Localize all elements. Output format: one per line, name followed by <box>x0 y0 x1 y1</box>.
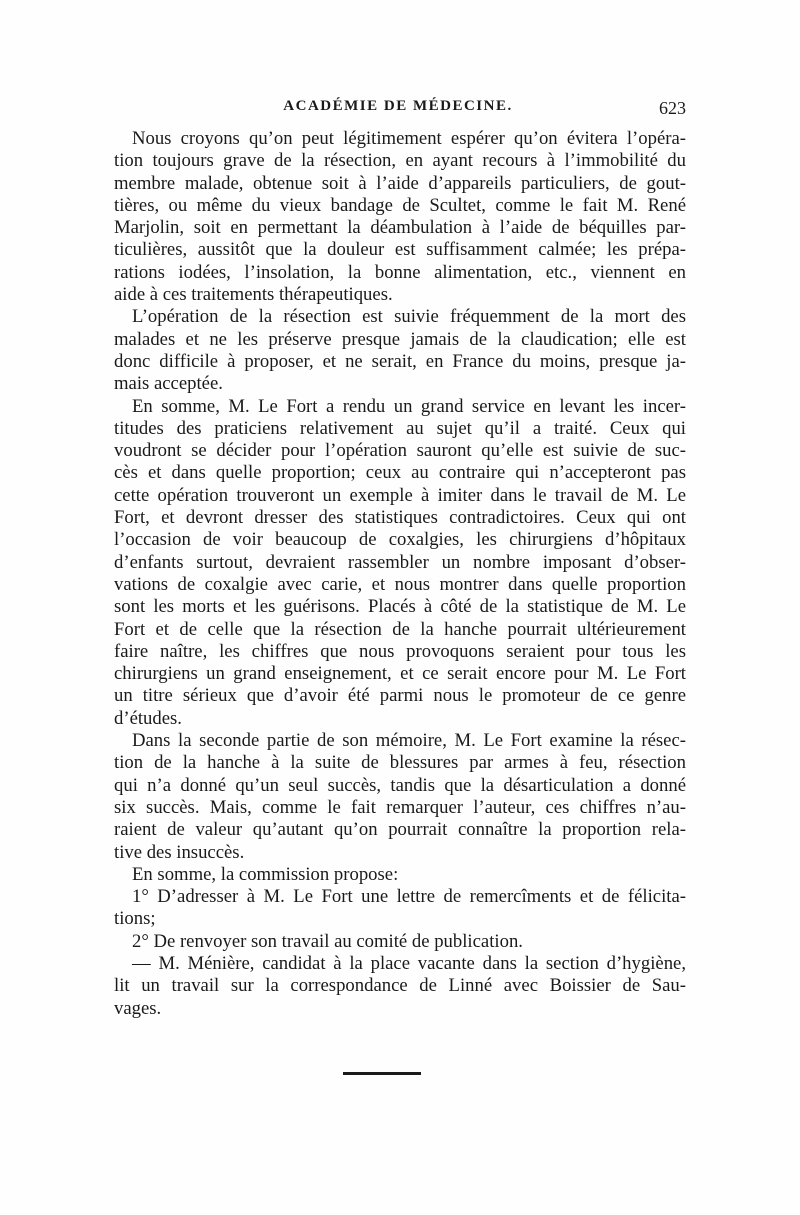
text-line: voudront se décider pour l’opération sauront qu’elle est suivie de suc- <box>114 440 686 462</box>
page-header <box>110 98 686 122</box>
text-line: lit un travail sur la correspondance de Linné avec Boissier de Sau- <box>114 975 686 997</box>
text-line: Fort et de celle que la résection de la hanche pourrait ultérieurement <box>114 618 686 640</box>
text-line: Dans la seconde partie de son mémoire, M. Le Fort examine la résec- <box>132 730 686 752</box>
text-line: ticulières, aussitôt que la douleur est suffisamment calmée; les prépa- <box>114 239 686 261</box>
text-line: mais acceptée. <box>114 373 223 395</box>
text-line: six succès. Mais, comme le fait remarquer l’auteur, ces chiffres n’au- <box>114 796 686 818</box>
text-line: L’opération de la résection est suivie fréquemment de la mort des <box>132 306 686 328</box>
text-line: — M. Ménière, candidat à la place vacante dans la section d’hygiène, <box>132 952 686 974</box>
text-line: 1° D’adresser à M. Le Fort une lettre de remercîments et de félicita- <box>132 886 686 908</box>
text-line: Fort, et devront dresser des statistiques contradictoires. Ceux qui ont <box>114 507 686 529</box>
text-line: En somme, la commission propose: <box>132 863 399 885</box>
text-line: vages. <box>114 997 162 1019</box>
text-line: raient de valeur qu’autant qu’on pourrait connaître la proportion rela- <box>114 819 686 841</box>
text-line: Nous croyons qu’on peut légitimement espérer qu’on évitera l’opéra- <box>132 128 686 149</box>
text-line: faire naître, les chiffres que nous provoquons seraient pour tous les <box>114 640 686 662</box>
text-line: donc difficile à proposer, et ne serait, en France du moins, presque ja- <box>114 350 686 372</box>
section-end-rule <box>343 1072 421 1075</box>
text-line: tions; <box>114 908 156 930</box>
text-line: cès et dans quelle proportion; ceux au contraire qui n’accepteront pas <box>114 462 686 484</box>
text-line: qui n’a donné qu’un seul succès, tandis que la désarticulation a donné <box>114 774 686 796</box>
body-text <box>114 128 686 1020</box>
text-line: tion toujours grave de la résection, en ayant recours à l’immobilité du <box>114 150 686 172</box>
text-line: vations de coxalgie avec carie, et nous montrer dans quelle proportion <box>114 573 686 595</box>
text-line: chirurgiens un grand enseignement, et ce serait encore pour M. Le Fort <box>114 663 686 685</box>
running-title: ACADÉMIE DE MÉDECINE. <box>283 98 513 114</box>
text-line: un titre sérieux que d’avoir été parmi nous le promoteur de ce genre <box>114 685 686 707</box>
text-line: tières, ou même du vieux bandage de Scultet, comme le fait M. René <box>114 194 686 216</box>
text-line: l’occasion de voir beaucoup de coxalgies, les chirurgiens d’hôpitaux <box>114 529 686 551</box>
text-line: tive des insuccès. <box>114 841 245 863</box>
text-line: 2° De renvoyer son travail au comité de publication. <box>132 930 523 952</box>
text-line: d’études. <box>114 707 182 729</box>
text-line: cette opération trouveront un exemple à imiter dans le travail de M. Le <box>114 484 686 506</box>
page-number: 623 <box>659 98 686 118</box>
text-line: En somme, M. Le Fort a rendu un grand service en levant les incer- <box>132 395 686 417</box>
text-line: membre malade, obtenue soit à l’aide d’appareils particuliers, de gout- <box>114 172 686 194</box>
text-line: sont les morts et les guérisons. Placés à côté de la statistique de M. Le <box>114 596 686 618</box>
text-line: tion de la hanche à la suite de blessures par armes à feu, résection <box>114 752 686 774</box>
text-line: aide à ces traitements thérapeutiques. <box>114 284 393 306</box>
text-line: rations iodées, l’insolation, la bonne alimentation, etc., viennent en <box>114 261 686 283</box>
text-line: titudes des praticiens relativement au sujet qu’il a traité. Ceux qui <box>114 417 686 439</box>
text-line: d’enfants surtout, devraient rassembler un nombre imposant d’obser- <box>114 551 686 573</box>
text-line: malades et ne les préserve presque jamais de la claudication; elle est <box>114 328 686 350</box>
text-line: Marjolin, soit en permettant la déambulation à l’aide de béquilles par- <box>114 217 686 239</box>
